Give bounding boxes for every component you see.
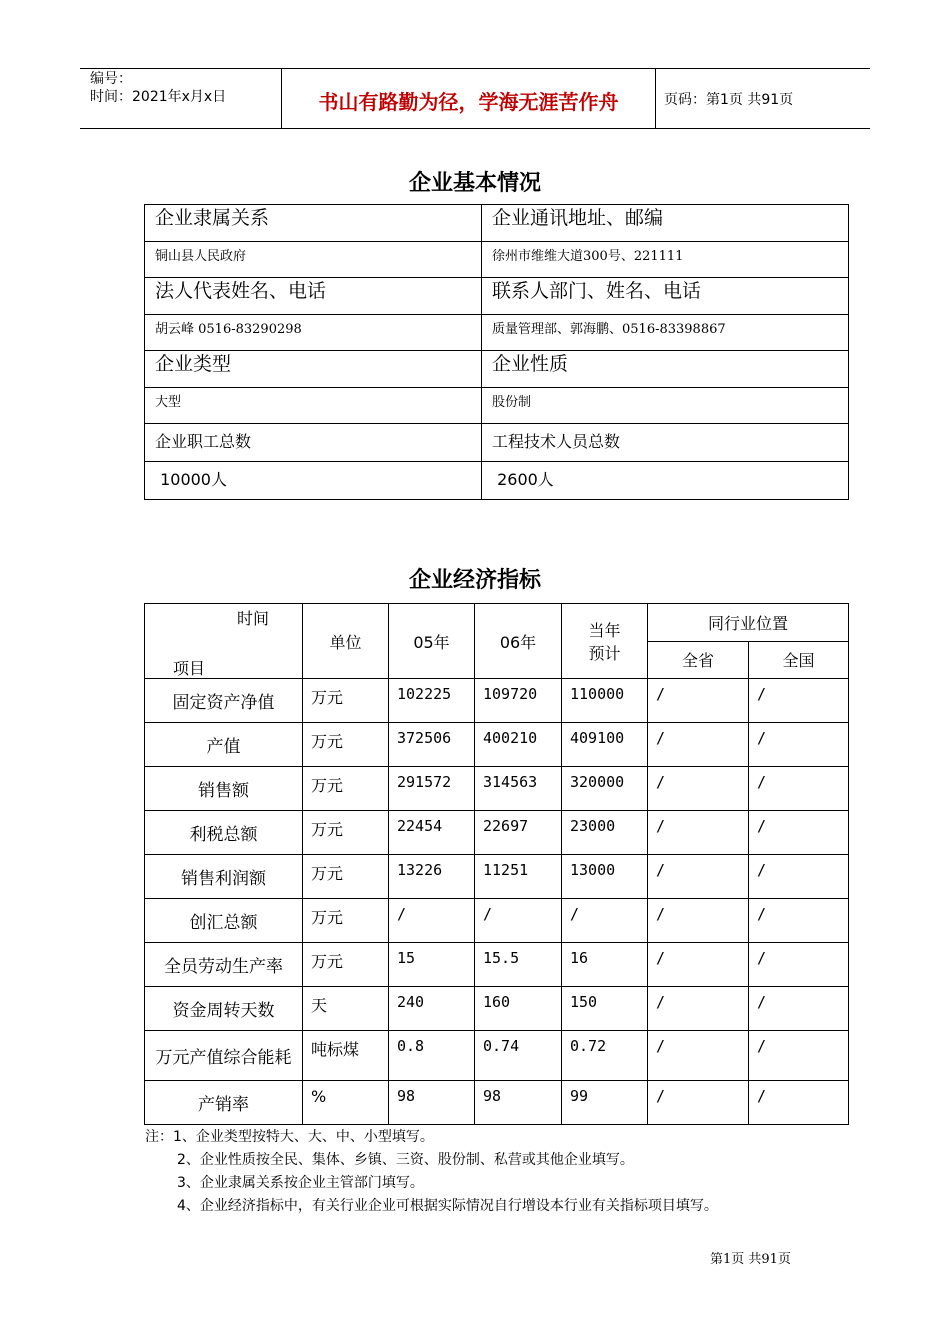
- row-national: /: [749, 811, 849, 855]
- row-unit: %: [303, 1081, 389, 1125]
- row-y05: 291572: [389, 767, 475, 811]
- row-y05: 240: [389, 987, 475, 1031]
- table-row: [145, 315, 849, 351]
- table-cell: 胡云峰 0516-83290298: [145, 315, 482, 351]
- header-bottom-rule: [80, 128, 870, 129]
- forecast-header-line2: 预计: [588, 644, 621, 663]
- row-unit: 万元: [303, 811, 389, 855]
- table-row: [145, 1081, 849, 1125]
- table-cell: 企业职工总数: [145, 424, 482, 462]
- row-y05: /: [389, 899, 475, 943]
- page-number-label: 页码：第1页 共91页: [664, 92, 794, 108]
- table-cell: 企业通讯地址、邮编: [482, 205, 849, 242]
- table-row: [145, 424, 849, 462]
- table-row: [145, 205, 849, 242]
- row-y05: 102225: [389, 679, 475, 723]
- row-province: /: [648, 1031, 749, 1081]
- table-row: [145, 242, 849, 278]
- row-y06: 160: [475, 987, 562, 1031]
- row-forecast: 16: [562, 943, 648, 987]
- page-footer: 第1页 共91页: [710, 1252, 791, 1267]
- row-province: /: [648, 767, 749, 811]
- table-row: [145, 855, 849, 899]
- row-forecast: 13000: [562, 855, 648, 899]
- row-y06: 400210: [475, 723, 562, 767]
- table-cell: 企业类型: [145, 351, 482, 388]
- row-unit: 万元: [303, 679, 389, 723]
- row-item: 创汇总额: [145, 899, 303, 943]
- diagonal-header-cell: [145, 604, 303, 679]
- table-cell: 法人代表姓名、电话: [145, 278, 482, 315]
- basic-info-title: 企业基本情况: [408, 171, 541, 196]
- row-unit: 万元: [303, 943, 389, 987]
- economic-table: [144, 603, 849, 1125]
- row-item: 固定资产净值: [145, 679, 303, 723]
- y05-header: 05年: [389, 604, 475, 679]
- table-row: [145, 899, 849, 943]
- table-row: [145, 278, 849, 315]
- row-y05: 98: [389, 1081, 475, 1125]
- row-national: /: [749, 767, 849, 811]
- row-unit: 万元: [303, 899, 389, 943]
- peer-position-header: 同行业位置: [648, 604, 849, 642]
- row-province: /: [648, 679, 749, 723]
- row-national: /: [749, 943, 849, 987]
- row-item: 产值: [145, 723, 303, 767]
- row-y06: 22697: [475, 811, 562, 855]
- table-row: [145, 1031, 849, 1081]
- row-item: 万元产值综合能耗: [145, 1031, 303, 1081]
- table-cell: 企业性质: [482, 351, 849, 388]
- time-header: 时间: [237, 609, 270, 628]
- motto: 书山有路勤为径，学海无涯苦作舟: [318, 90, 619, 114]
- national-header: 全国: [749, 641, 849, 679]
- row-forecast: 320000: [562, 767, 648, 811]
- table-cell: 质量管理部、郭海鹏、0516-83398867: [482, 315, 849, 351]
- row-unit: 万元: [303, 723, 389, 767]
- row-item: 销售利润额: [145, 855, 303, 899]
- table-cell: 企业隶属关系: [145, 205, 482, 242]
- row-national: /: [749, 723, 849, 767]
- row-item: 利税总额: [145, 811, 303, 855]
- province-header: 全省: [648, 641, 749, 679]
- note-line: 2、企业性质按全民、集体、乡镇、三资、股份制、私营或其他企业填写。: [177, 1152, 634, 1168]
- row-item: 产销率: [145, 1081, 303, 1125]
- note-line: 注：1、企业类型按特大、大、中、小型填写。: [145, 1129, 434, 1145]
- row-unit: 万元: [303, 767, 389, 811]
- economic-title: 企业经济指标: [408, 568, 541, 593]
- row-national: /: [749, 679, 849, 723]
- forecast-header: [562, 604, 648, 679]
- note-line: 3、企业隶属关系按企业主管部门填写。: [177, 1175, 424, 1191]
- row-province: /: [648, 943, 749, 987]
- row-y06: 314563: [475, 767, 562, 811]
- row-province: /: [648, 1081, 749, 1125]
- row-national: /: [749, 899, 849, 943]
- row-y06: 98: [475, 1081, 562, 1125]
- row-y06: /: [475, 899, 562, 943]
- row-y06: 109720: [475, 679, 562, 723]
- row-y05: 22454: [389, 811, 475, 855]
- table-cell: 铜山县人民政府: [145, 242, 482, 278]
- basic-info-table: [144, 204, 849, 500]
- row-forecast: 150: [562, 987, 648, 1031]
- row-province: /: [648, 855, 749, 899]
- header-meta: [90, 70, 226, 106]
- row-forecast: 0.72: [562, 1031, 648, 1081]
- table-row: [145, 351, 849, 388]
- table-row: [145, 987, 849, 1031]
- row-province: /: [648, 899, 749, 943]
- forecast-header-line1: 当年: [588, 621, 621, 640]
- row-forecast: /: [562, 899, 648, 943]
- row-forecast: 23000: [562, 811, 648, 855]
- table-row: [145, 462, 849, 500]
- row-unit: 吨标煤: [303, 1031, 389, 1081]
- table-cell: 大型: [145, 388, 482, 424]
- header-top-rule: [80, 68, 870, 69]
- row-item: 全员劳动生产率: [145, 943, 303, 987]
- header-divider-2: [655, 68, 656, 129]
- table-row: [145, 767, 849, 811]
- row-y05: 0.8: [389, 1031, 475, 1081]
- table-cell: 联系人部门、姓名、电话: [482, 278, 849, 315]
- row-y06: 15.5: [475, 943, 562, 987]
- table-row: [145, 388, 849, 424]
- row-item: 销售额: [145, 767, 303, 811]
- row-province: /: [648, 723, 749, 767]
- unit-header: 单位: [303, 604, 389, 679]
- table-row: [145, 679, 849, 723]
- row-forecast: 409100: [562, 723, 648, 767]
- economic-table-body: [145, 679, 849, 1125]
- row-national: /: [749, 855, 849, 899]
- table-header-row: [145, 604, 849, 642]
- note-line: 4、企业经济指标中，有关行业企业可根据实际情况自行增设本行业有关指标项目填写。: [177, 1198, 718, 1214]
- row-y05: 372506: [389, 723, 475, 767]
- row-unit: 万元: [303, 855, 389, 899]
- notes: [145, 1126, 718, 1218]
- row-national: /: [749, 987, 849, 1031]
- row-item: 资金周转天数: [145, 987, 303, 1031]
- row-province: /: [648, 987, 749, 1031]
- item-header: 项目: [173, 659, 206, 678]
- table-row: [145, 811, 849, 855]
- table-cell: 2600人: [482, 462, 849, 500]
- row-national: /: [749, 1031, 849, 1081]
- table-cell: 10000人: [145, 462, 482, 500]
- row-forecast: 110000: [562, 679, 648, 723]
- row-y05: 13226: [389, 855, 475, 899]
- table-row: [145, 723, 849, 767]
- row-national: /: [749, 1081, 849, 1125]
- row-province: /: [648, 811, 749, 855]
- table-cell: 股份制: [482, 388, 849, 424]
- table-row: [145, 943, 849, 987]
- table-cell: 徐州市维维大道300号、221111: [482, 242, 849, 278]
- row-unit: 天: [303, 987, 389, 1031]
- table-cell: 工程技术人员总数: [482, 424, 849, 462]
- row-y06: 0.74: [475, 1031, 562, 1081]
- time-label: 时间：2021年x月x日: [90, 89, 227, 105]
- row-y06: 11251: [475, 855, 562, 899]
- row-y05: 15: [389, 943, 475, 987]
- number-label: 编号：: [90, 71, 132, 87]
- row-forecast: 99: [562, 1081, 648, 1125]
- y06-header: 06年: [475, 604, 562, 679]
